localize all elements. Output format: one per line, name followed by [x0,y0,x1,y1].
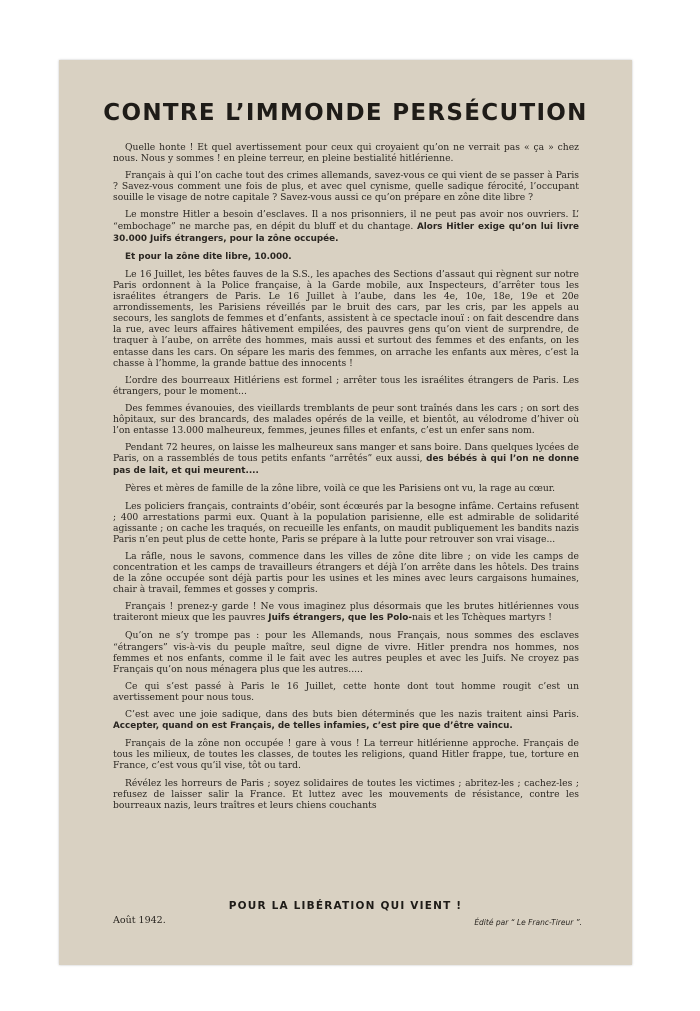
text-run: La râfle, nous le savons, commence dans les villes de zône dite libre ; on vide les camps de concentration et les camps de travailleurs étrangers et déjà l’on arrête dans les hôtels. Des trains de la zône occupée sont déjà partis pour les usines et les mines avec leurs cargaisons humaines, chair à travail, femmes et gosses y compris. [113,550,579,596]
text-run: Qu’on ne s’y trompe pas : pour les Allemands, nous Français, nous sommes des esclaves “étrangers” vis-à-vis du peuple maître, seul digne de vivre. Hitler prendra nos hommes, nos femmes et nos enfants, comme il le fait avec les autres peuples et avec les Juifs. Ne croyez pas Français qu’on nous ménagera plus que les autres..... [113,630,579,675]
text-run: nais et les Tchèques martyrs ! [412,612,552,624]
paragraph [113,483,579,494]
paragraph [113,269,579,369]
text-run: L’ordre des bourreaux Hitlériens est formel ; arrêter tous les israélites étrangers de Paris. Les étrangers, pour le moment... [113,374,579,397]
bold-text: Alors Hitler exige qu’on lui livre 30.000 Juifs étrangers, pour la zône occupée. [113,221,579,244]
text-run: Des femmes évanouies, des vieillards tremblants de peur sont traînés dans les cars ; on sort des hôpitaux, sur des brancards, des malades opérés de la veille, et bientôt, au vélodrome d’hiver où l’on entasse 13.000 malheureux, femmes, jeunes filles et enfants, c’est un enfer sans nom. [113,402,579,437]
paragraph [113,442,579,477]
leaflet-sheet [59,60,632,965]
text-run: C’est avec une joie sadique, dans des buts bien déterminés que les nazis traitent ainsi Paris. [125,709,579,721]
paragraph [113,601,579,624]
text-run: Le monstre Hitler a besoin d’esclaves. Il a nos prisonniers, il ne peut pas avoir nos ouvriers. L’ “embochage” ne marche pas, en dépit du bluff et du chantage. [113,209,579,232]
text-run: Français à qui l’on cache tout des crimes allemands, savez-vous ce qui vient de se passer à Paris ? Savez-vous comment une fois de plus, et avec quel cynisme, quelle sadique férocité, l’occupant souille le visage de notre capitale ? Savez-vous aussi ce qu’on prépare en zône dite libre ? [113,170,579,204]
text-run: Français de la zône non occupée ! gare à vous ! La terreur hitlérienne approche. Français de tous les milieux, de toutes les classes, de toutes les religions, quand Hitler frappe, tue, torture en France, c’est vous qu’il vise, tôt ou tard. [113,738,579,772]
text-run: Le 16 Juillet, les bêtes fauves de la S.S., les apaches des Sections d’assaut qui règnent sur notre Paris ordonnent à la Police française, à la Garde mobile, aux Inspecteurs, d’arrêter tous les israélites étrangers de Paris. Le 16 Juillet à l’aube, dans les 4e, 10e, 18e, 19e et 20e arrondissements, les Parisiens réveillés par le bruit des cars, par les cris, par les appels au secours, les sanglots de femmes et d’enfants, assistent à ce spectacle inouï : on fait descendre dans la rue, avec leurs affaires hâtivement empilées, des pauvres gens qu’on vient de surprendre, de traquer à l’aube, on arrête des hommes, mais aussi et surtout des femmes et des enfants, on les entasse dans les cars. On sépare les maris des femmes, on arrache les enfants aux mères, c’est la chasse à l’homme, la grande battue des innocents ! [113,268,579,369]
paragraph [113,738,579,771]
paragraph [113,403,579,436]
closing-slogan: POUR LA LIBÉRATION QUI VIENT ! [228,900,463,912]
paragraph [113,551,579,595]
document-date: Août 1942. [113,915,166,926]
paragraph [113,681,579,703]
bold-text: Et pour la zône dite libre, 10.000. [125,251,292,262]
text-run: Ce qui s’est passé à Paris le 16 Juillet, cette honte dont tout homme rougit c’est un avertissement pour nous tous. [113,680,579,703]
text-run: Pendant 72 heures, on laisse les malheureux sans manger et sans boire. Dans quelques lycées de Paris, on a rassemblés de tous petits enfants “arrêtés” eux aussi, [113,442,579,465]
text-run: Pères et mères de famille de la zône libre, voilà ce que les Parisiens ont vu, la rage au cœur. [125,483,556,495]
document-title: CONTRE L’IMMONDE PERSÉCUTION [103,100,588,126]
paragraph [113,251,579,263]
paragraph [113,375,579,397]
paragraph [113,501,579,545]
paragraph [113,142,579,164]
paragraph [113,170,579,203]
text-run: Français ! prenez-y garde ! Ne vous imaginez plus désormais que les brutes hitlériennes vous traiteront mieux que les pauvres [113,601,579,624]
document-body [113,142,579,817]
bold-text: des bébés à qui l’on ne donne pas de lait, et qui meurent.... [113,454,579,477]
text-run: Révélez les horreurs de Paris ; soyez solidaires de toutes les victimes ; abritez-les ; cachez-les ; refusez de laisser salir la France. Et luttez avec les mouvements de résistance, contre les bourreaux nazis, leurs traîtres et leurs chiens couchants [113,777,579,811]
bold-text: Accepter, quand on est Français, de telles infamies, c’est pire que d’être vaincu. [113,721,513,732]
paragraph [113,209,579,244]
publisher-credit: Édité par “ Le Franc-Tireur ”. [474,918,582,927]
paragraph [113,709,579,732]
paragraph [113,778,579,811]
paragraph [113,630,579,674]
text-run: Les policiers français, contraints d’obéir, sont écœurés par la besogne infâme. Certains refusent ; 400 arrestations parmi eux. Quant à la population parisienne, elle est admirable de solidarité agissante ; on cache les traqués, on recueille les enfants, on maudit publiquement les bandits nazis Paris n’en peut plus de cette honte, Paris se prépare à la lutte pour retrouver son vrai visage... [113,500,579,545]
bold-text: Juifs étrangers, que les Polo- [268,613,412,624]
text-run: Quelle honte ! Et quel avertissement pour ceux qui croyaient qu’on ne verrait pas « ça » chez nous. Nous y sommes ! en pleine terreur, en pleine bestialité hitlérienne. [113,142,579,165]
